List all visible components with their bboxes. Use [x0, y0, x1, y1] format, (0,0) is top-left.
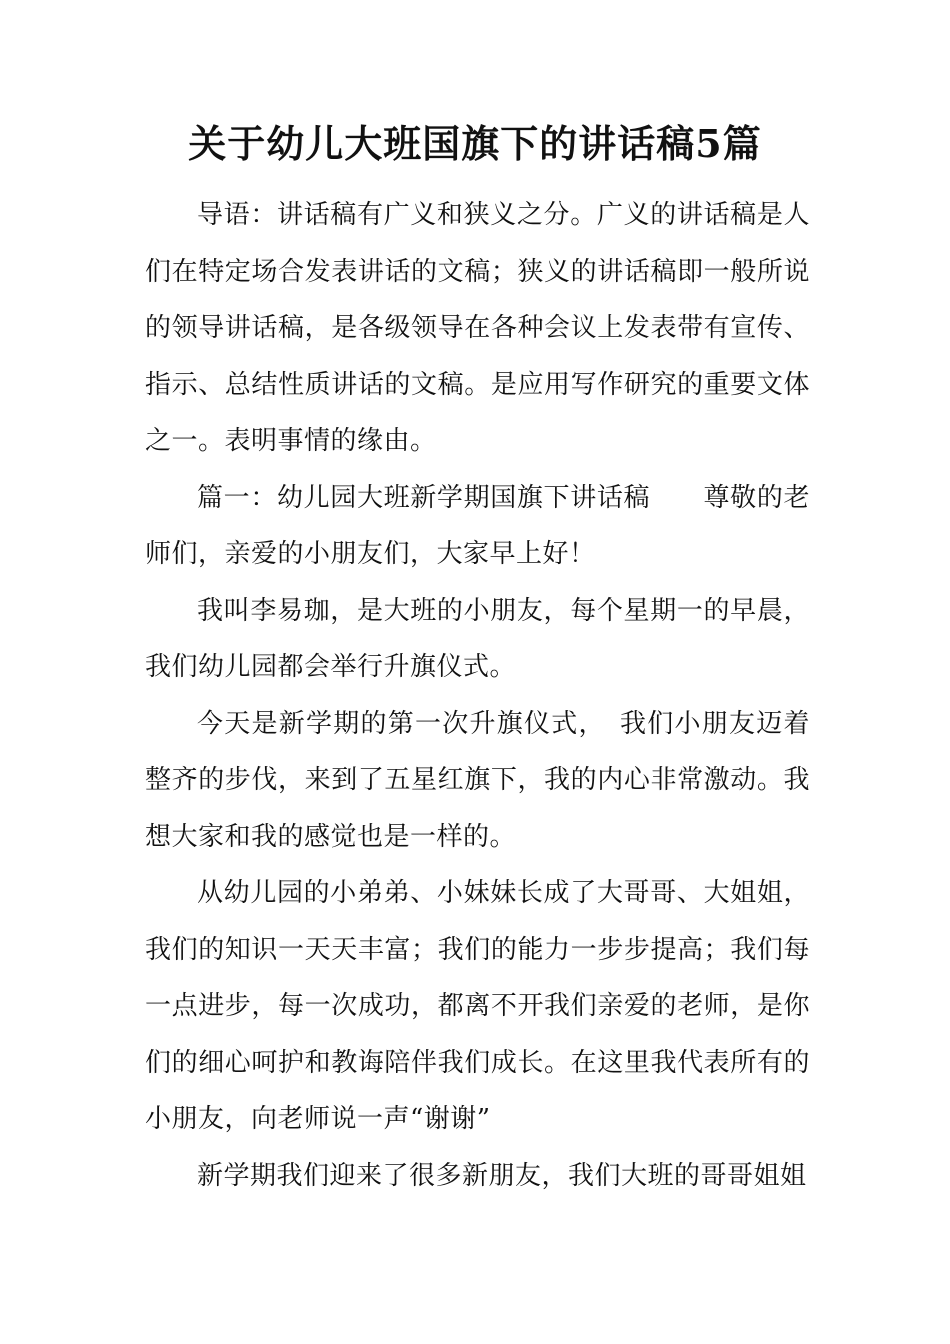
paragraph: 新学期我们迎来了很多新朋友，我们大班的哥哥姐姐 [197, 1160, 807, 1191]
paragraph-intro: 导语：讲话稿有广义和狭义之分。广义的讲话稿是人们在特定场合发表讲话的文稿；狭义的讲话稿即一般所说的领导讲话稿，是各级领导在各种会议上发表带有宣传、指示、总结性质讲话的文稿。是应用写作研究的重要文体之一。表明事情的缘由。 [145, 200, 810, 456]
paragraph-part-one-heading: 篇一：幼儿园大班新学期国旗下讲话稿 尊敬的老师们，亲爱的小朋友们，大家早上好！ [145, 482, 810, 569]
paragraph: 今天是新学期的第一次升旗仪式， 我们小朋友迈着整齐的步伐，来到了五星红旗下，我的内心非常激动。我想大家和我的感觉也是一样的。 [145, 708, 810, 852]
paragraph: 我叫李易珈，是大班的小朋友，每个星期一的早晨，我们幼儿园都会举行升旗仪式。 [145, 595, 810, 682]
document-body [145, 187, 810, 1204]
document-title: 关于幼儿大班国旗下的讲话稿5篇 [188, 121, 762, 166]
paragraph: 从幼儿园的小弟弟、小妹妹长成了大哥哥、大姐姐，我们的知识一天天丰富；我们的能力一步步提高；我们每一点进步，每一次成功，都离不开我们亲爱的老师，是你们的细心呵护和教诲陪伴我们成长。在这里我代表所有的小朋友，向老师说一声“谢谢” [145, 878, 810, 1134]
